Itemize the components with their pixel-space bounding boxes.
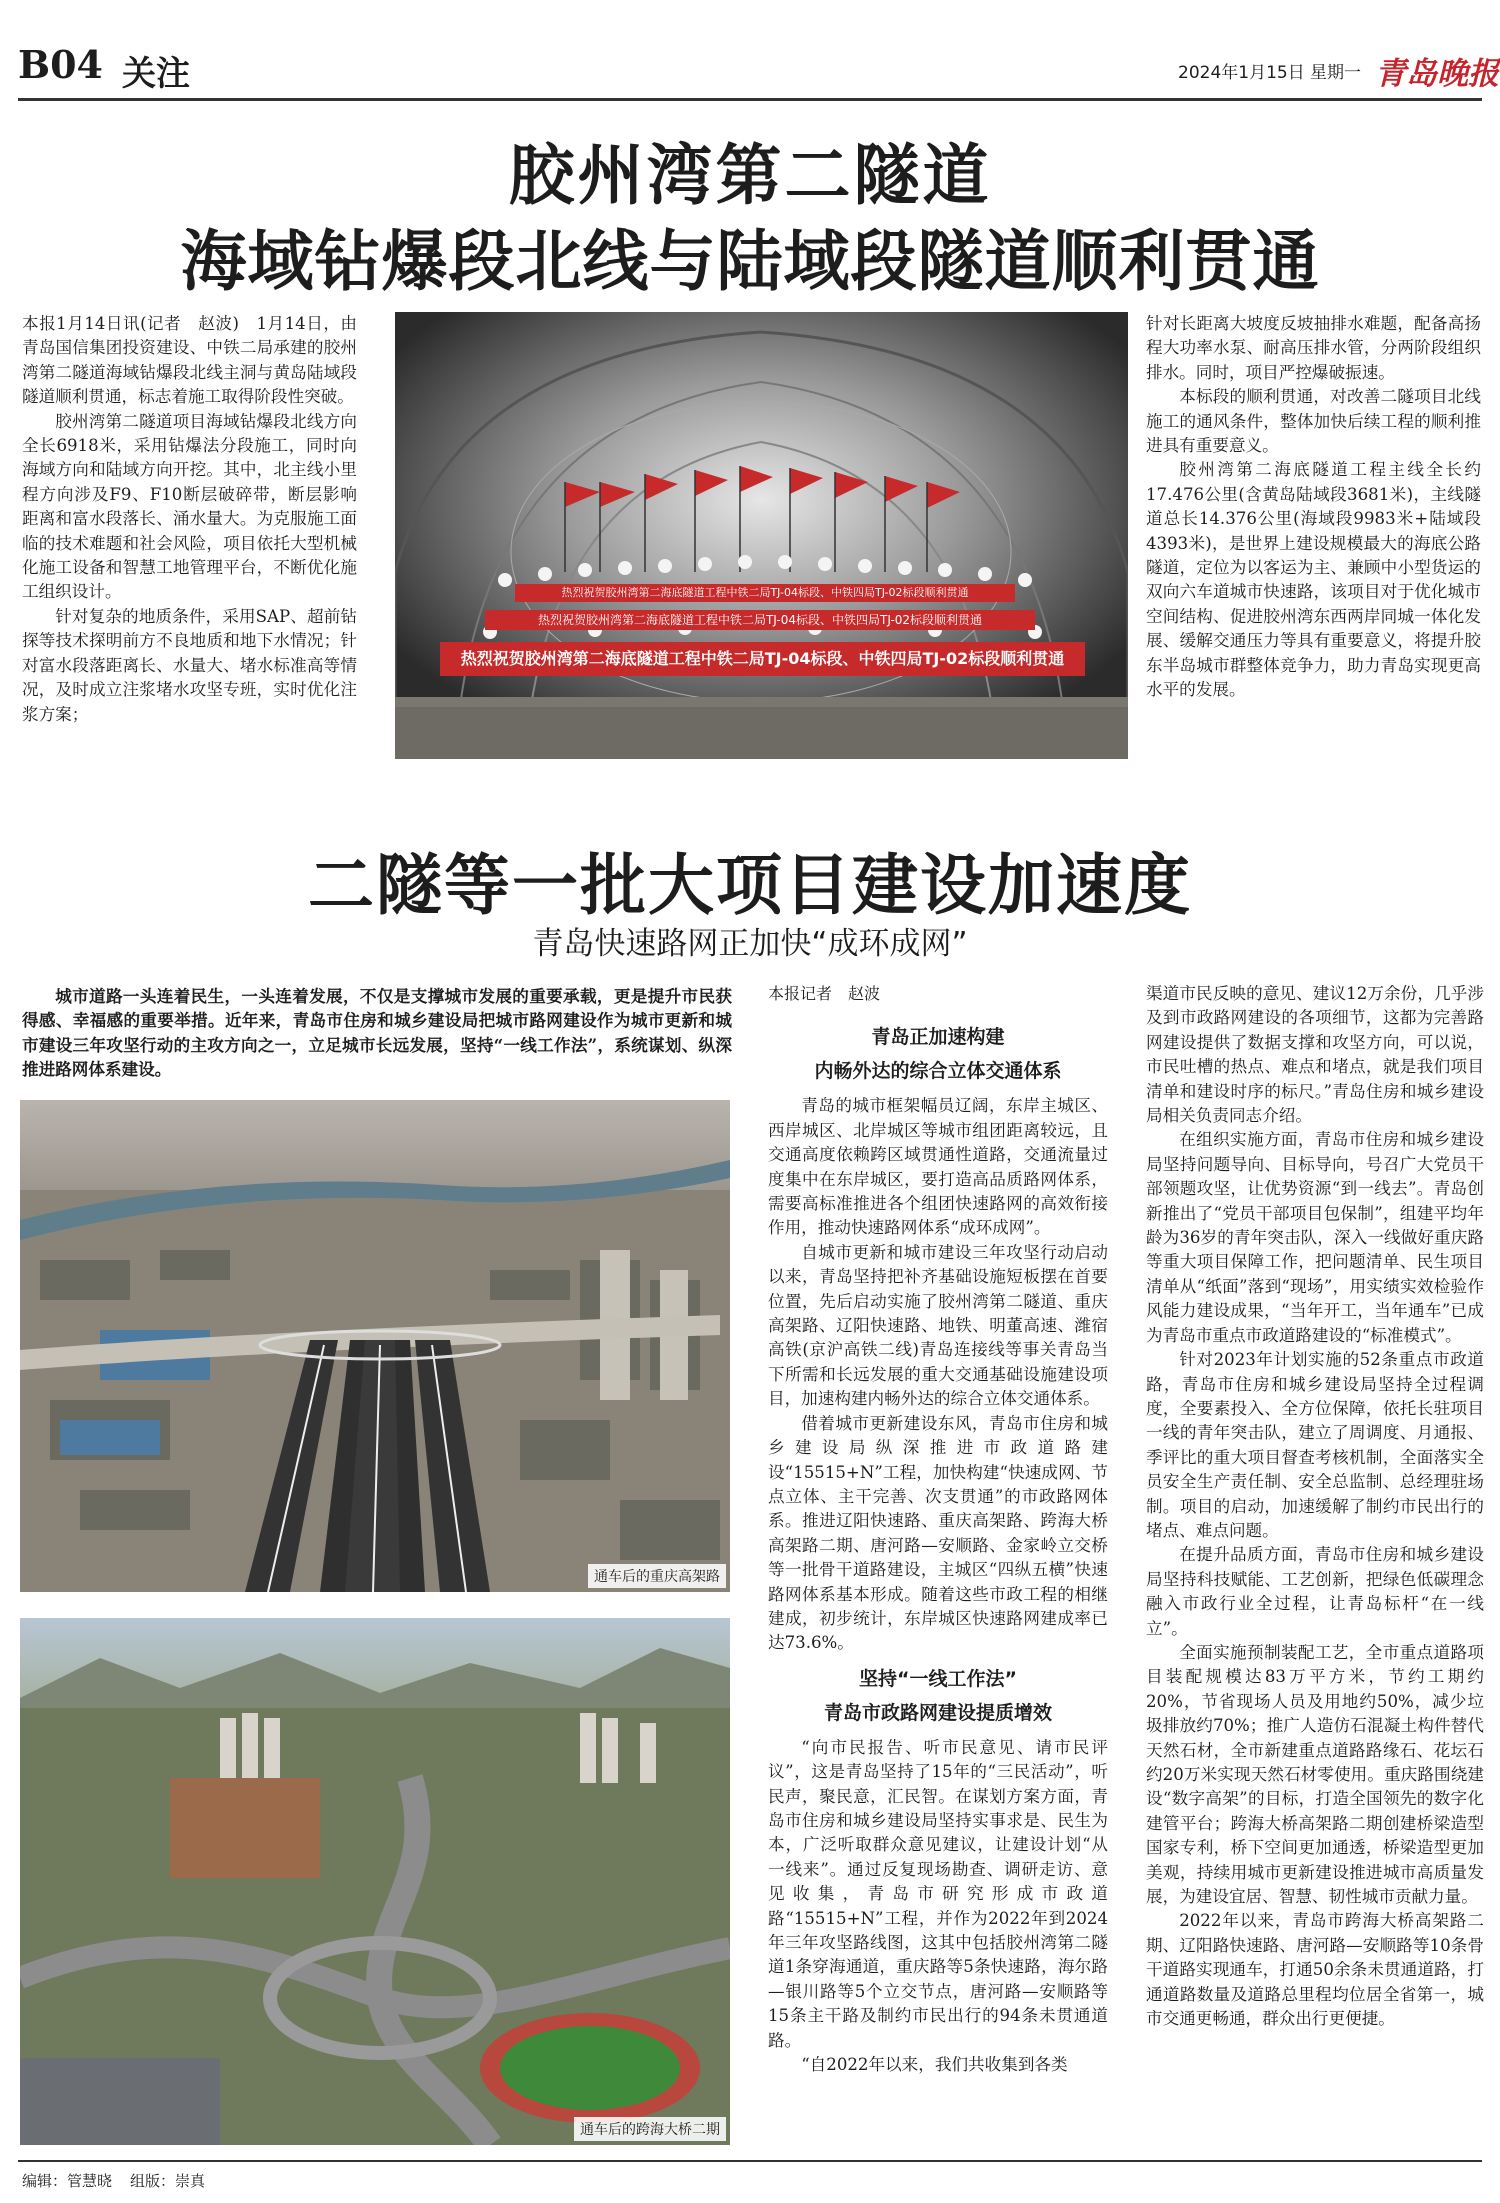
photo1-caption: 通车后的重庆高架路 xyxy=(588,1564,726,1588)
article2-title: 二隧等一批大项目建设加速度 xyxy=(308,846,1192,924)
footer-layout: 组版：崇真 xyxy=(130,2172,206,2190)
article2-para: “向市民报告、听市民意见、请市民评议”，这是青岛坚持了15年的“三民活动”，听民声，聚民意，汇民智。在谋划方案方面，青岛市住房和城乡建设局坚持实事求是、民生为本，广泛听取群众意见建议，让建设计划“从一线来”。通过反复现场勘查、调研走访、意见收集，青岛市研究形成市政道路“15515+N”工程，并作为2022年到2024年三年攻坚路线图，这其中包括胶州湾第二隧道1条穿海通道，重庆路等5条快速路，海尔路—银川路等5个立交节点，唐河路—安顺路等15条主干路及制约市民出行的94条未贯通道路。 xyxy=(768,1737,1108,2050)
bridge-aerial-scene xyxy=(20,1618,730,2145)
article2-para: “自2022年以来，我们共收集到各类 xyxy=(801,2055,1068,2075)
subhead2-line1: 坚持“一线工作法” xyxy=(859,1667,1017,1690)
footer-editor: 编辑：管慧晓 xyxy=(22,2172,113,2190)
article1-title-line2: 海域钻爆段北线与陆域段隧道顺利贯通 xyxy=(180,222,1320,300)
banner-bottom: 热烈祝贺胶州湾第二海底隧道工程中铁二局TJ-04标段、中铁四局TJ-02标段顺利贯通 xyxy=(440,642,1085,676)
article1-para: 胶州湾第二海底隧道工程主线全长约17.476公里(含黄岛陆域段3681米)，主线隧道总长14.376公里(海域段9983米+陆域段4393米)，是世界上建设规模最大的海底公路隧道，定位为以客运为主、兼顾中小型货运的双向六车道城市快速路，该项目对于优化城市空间结构、促进胶州湾东西两岸同城一体化发展、缓解交通压力等具有重要意义，将提升胶东半岛城市群整体竞争力，助力青岛实现更高水平的发展。 xyxy=(1146,460,1481,700)
article2-para: 在提升品质方面，青岛市住房和城乡建设局坚持科技赋能、工艺创新，把绿色低碳理念融入市政行业全过程，让青岛标杆“在一线立”。 xyxy=(1146,1545,1484,1638)
article2-subtitle: 青岛快速路网正加快“成环成网” xyxy=(532,926,968,962)
article2-para: 在组织实施方面，青岛市住房和城乡建设局坚持问题导向、目标导向，号召广大党员干部领题攻坚，让优势资源“到一线去”。青岛创新推出了“党员干部项目包保制”，组建平均年龄为36岁的青年突击队，深入一线做好重庆路等重大项目保障工作，把问题清单、民生项目清单从“纸面”落到“现场”，用实绩实效检验作风能力建设成果，“当年开工，当年通车”已成为青岛市重点市政道路建设的“标准模式”。 xyxy=(1146,1130,1484,1345)
article2-para: 2022年以来，青岛市跨海大桥高架路二期、辽阳路快速路、唐河路—安顺路等10条骨干道路实现通车，打通50余条未贯通道路，打通道路数量及道路总里程均位居全省第一，城市交通更畅通，群众出行更便捷。 xyxy=(1146,1911,1484,2029)
paper-logo: 青岛晚报 xyxy=(1375,56,1499,92)
article2-middle-column xyxy=(768,982,1108,2160)
page-code: B04 xyxy=(18,42,103,87)
subhead1 xyxy=(768,1020,1108,1088)
article2-para: 自城市更新和城市建设三年攻坚行动启动以来，青岛坚持把补齐基础设施短板摆在首要位置，先后启动实施了胶州湾第二隧道、重庆高架路、辽阳快速路、地铁、明董高速、潍宿高铁(京沪高铁二线)青岛连接线等事关青岛当下所需和长远发展的重大交通基础设施建设项目，加速构建内畅外达的综合立体交通体系。 xyxy=(768,1242,1108,1409)
article1-left-column xyxy=(22,312,357,762)
article2-para: 借着城市更新建设东风，青岛市住房和城乡建设局纵深推进市政道路建设“15515+N”工程，加快构建“快速成网、节点立体、主干完善、次支贯通”的市政路网体系。推进辽阳快速路、重庆高架路、跨海大桥高架路二期、唐河路—安顺路、金家岭立交桥等一批骨干道路建设，主城区“四纵五横”快速路网体系基本形成。随着这些市政工程的相继建成，初步统计，东岸城区快速路网建成率已达73.6%。 xyxy=(768,1413,1108,1653)
article1-para: 本报1月14日讯(记者 赵波) 1月14日，由青岛国信集团投资建设、中铁二局承建的胶州湾第二隧道海域钻爆段北线主洞与黄岛陆域段隧道顺利贯通，标志着施工取得阶段性突破。 xyxy=(22,314,357,407)
article2-lead-box xyxy=(22,984,732,1094)
section-name: 关注 xyxy=(122,54,190,94)
banner-middle: 热烈祝贺胶州湾第二海底隧道工程中铁二局TJ-04标段、中铁四局TJ-02标段顺利贯通 xyxy=(485,610,1035,630)
footer-rule xyxy=(18,2160,1482,2162)
article1-para: 胶州湾第二隧道项目海域钻爆段北线方向全长6918米，采用钻爆法分段施工，同时向海域方向和陆域方向开挖。其中，北主线小里程方向涉及F9、F10断层破碎带，断层影响距离和富水段落长、涌水量大。为克服施工面临的技术难题和社会风险，项目依托大型机械化施工设备和智慧工地管理平台，不断优化施工组织设计。 xyxy=(22,411,357,602)
article1-para: 针对长距离大坡度反坡抽排水难题，配备高扬程大功率水泵、耐高压排水管，分两阶段组织排水。同时，项目严控爆破振速。 xyxy=(1146,314,1481,382)
viaduct-aerial-scene xyxy=(20,1100,730,1592)
header-rule xyxy=(18,98,1482,101)
cross-sea-bridge-photo xyxy=(20,1618,730,2145)
issue-weekday: 星期一 xyxy=(1310,63,1361,83)
article1-para: 本标段的顺利贯通，对改善二隧项目北线施工的通风条件，整体加快后续工程的顺利推进具有重要意义。 xyxy=(1146,387,1481,456)
subhead1-line1: 青岛正加速构建 xyxy=(871,1026,1005,1049)
article2-para: 全面实施预制装配工艺，全市重点道路项目装配规模达83万平方米，节约工期约20%，节省现场人员及用地约50%，减少垃圾排放约70%；推广人造仿石混凝土构件替代天然石材，全市新建重点道路路缘石、花坛石约20万米实现天然石材零使用。重庆路围绕建设“数字高架”的目标，打造全国领先的数字化建管平台；跨海大桥高架路二期创建桥梁造型国家专利，桥下空间更加通透，桥梁造型更加美观，持续用城市更新建设推进城市高质量发展，为建设宜居、智慧、韧性城市贡献力量。 xyxy=(1146,1642,1484,1907)
photo2-caption: 通车后的跨海大桥二期 xyxy=(574,2117,726,2141)
subhead2 xyxy=(768,1662,1108,1730)
tunnel-breakthrough-photo xyxy=(395,312,1128,759)
article2-para: 青岛的城市框架幅员辽阔，东岸主城区、西岸城区、北岸城区等城市组团距离较远，且交通高度依赖跨区域贯通性道路，交通流量过度集中在东岸城区，要打造高品质路网体系，需要高标准推进各个组团快速路网的高效衔接作用，推动快速路网体系“成环成网”。 xyxy=(768,1096,1108,1238)
tunnel-scene xyxy=(395,312,1128,759)
chongqing-viaduct-photo xyxy=(20,1100,730,1592)
article1-para: 针对复杂的地质条件，采用SAP、超前钻探等技术探明前方不良地质和地下水情况；针对富水段落距离长、水量大、堵水标准高等情况，及时成立注浆堵水攻坚专班，实时优化注浆方案； xyxy=(22,606,357,724)
article2-lead: 城市道路一头连着民生，一头连着发展，不仅是支撑城市发展的重要承载，更是提升市民获得感、幸福感的重要举措。近年来，青岛市住房和城乡建设局把城市路网建设作为城市更新和城市建设三年攻坚行动的主攻方向之一，立足城市长远发展，坚持“一线工作法”，系统谋划、纵深推进路网体系建设。 xyxy=(22,986,732,1080)
article2-para: 渠道市民反映的意见、建议12万余份，几乎涉及到市政路网建设的各项细节，这都为完善路网建设提供了数据支撑和攻坚方向，可以说，市民吐槽的热点、难点和堵点，就是我们项目清单和建设时序的标尺。”青岛住房和城乡建设局相关负责同志介绍。 xyxy=(1146,984,1484,1126)
article2-byline: 本报记者 赵波 xyxy=(768,984,881,1003)
article1-title-line1: 胶州湾第二隧道 xyxy=(508,136,992,214)
issue-date: 2024年1月15日 xyxy=(1178,63,1305,83)
article1-right-column xyxy=(1146,312,1481,762)
article2-para: 针对2023年计划实施的52条重点市政道路，青岛市住房和城乡建设局坚持全过程调度，全要素投入、全方位保障，依托长驻项目一线的青年突击队，建立了周调度、月通报、季评比的重大项目督查考核机制，全面落实全员安全生产责任制、安全总监制、总经理驻场制。项目的启动，加速缓解了制约市民出行的堵点、难点问题。 xyxy=(1146,1350,1484,1540)
subhead2-line2: 青岛市政路网建设提质增效 xyxy=(823,1701,1052,1724)
article2-right-column xyxy=(1146,982,1484,2160)
subhead1-line2: 内畅外达的综合立体交通体系 xyxy=(814,1060,1062,1083)
banner-top: 热烈祝贺胶州湾第二海底隧道工程中铁二局TJ-04标段、中铁四局TJ-02标段顺利贯通 xyxy=(515,584,1015,602)
